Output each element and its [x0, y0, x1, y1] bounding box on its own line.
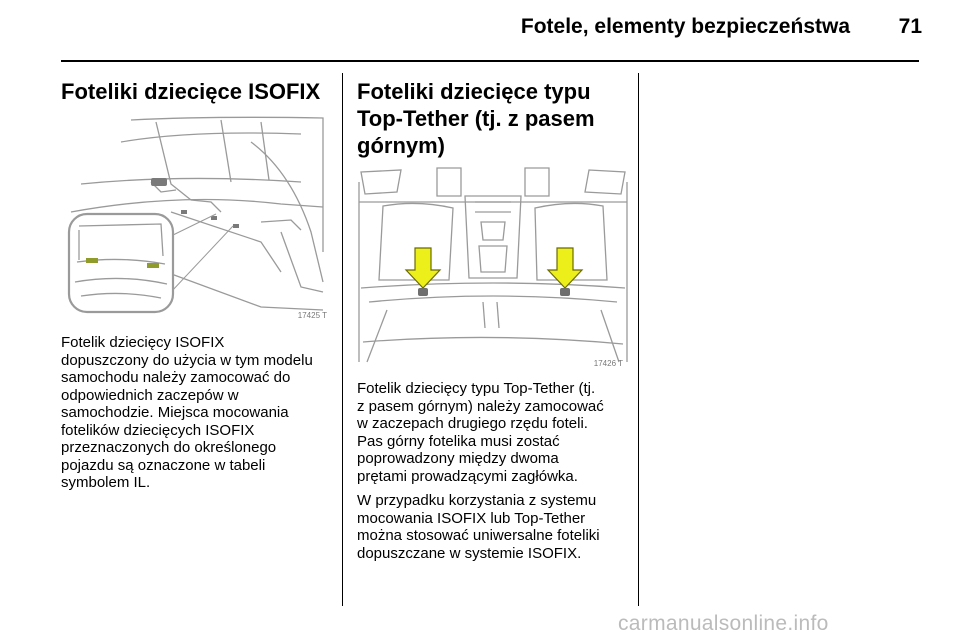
isofix-section-title: Foteliki dziecięce ISOFIX [61, 79, 321, 104]
top-tether-seat-drawing [357, 162, 629, 369]
top-tether-figure-code: 17426 T [593, 359, 623, 368]
isofix-figure-code: 17425 T [297, 311, 327, 320]
column-divider-2 [638, 73, 639, 606]
isofix-seat-drawing [61, 112, 333, 322]
header-rule [61, 60, 919, 62]
top-tether-section-title: Foteliki dziecięce typu Top-Tether (tj. z pasem górnym) [357, 79, 595, 158]
top-tether-description-2: W przypadku korzystania z systemu mocowania ISOFIX lub Top-Tether można stosować uniwersalne foteliki dopuszczane w systemie ISOFIX. [357, 492, 600, 562]
page-header-title: Fotele, elementy bezpieczeństwa [520, 15, 850, 38]
column-divider-1 [342, 73, 343, 606]
page-number: 71 [898, 15, 922, 38]
isofix-anchor-illustration [61, 112, 333, 322]
isofix-description: Fotelik dziecięcy ISOFIX dopuszczony do użycia w tym modelu samochodu należy zamocować do odpowiednich zaczepów w samochodzie. Miejsca mocowania fotelików dziecięcych ISOFIX przeznaczonych do określonego pojazdu są oznaczone w tabeli symbolem IL. [61, 334, 313, 491]
top-tether-description-1: Fotelik dziecięcy typu Top-Tether (tj. z pasem górnym) należy zamocować w zaczepach drugiego rzędu foteli. Pas górny fotelika musi zostać poprowadzony między dwoma prętami prowadzącymi zagłówka. [357, 380, 604, 485]
site-watermark: carmanualsonline.info [618, 612, 829, 635]
top-tether-illustration [357, 162, 629, 369]
